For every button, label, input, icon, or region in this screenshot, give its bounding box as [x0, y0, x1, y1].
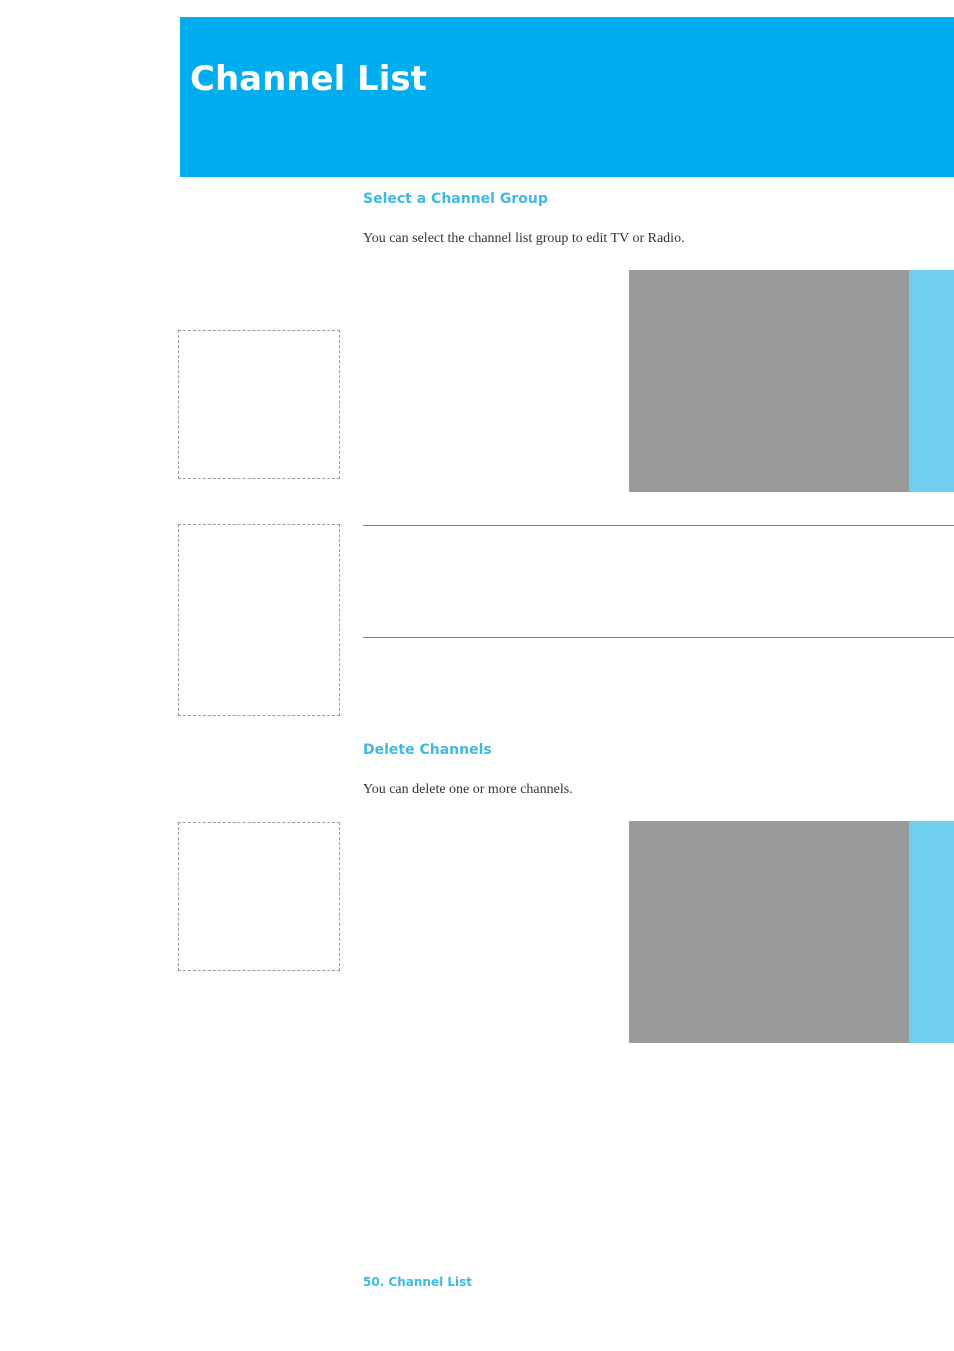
section-heading: Select a Channel Group [363, 191, 548, 207]
section-heading: Delete Channels [363, 742, 492, 758]
steps-list-2 [363, 816, 628, 1006]
edit-channel-lists-screenshot-2 [629, 821, 909, 1043]
side-tab [909, 270, 954, 492]
page-title: Channel List [190, 59, 427, 99]
page-footer: 50. Channel List [363, 1275, 473, 1289]
remote-navigation-panel [178, 330, 340, 479]
remote-dtv-panel [178, 524, 340, 716]
header-banner [180, 17, 954, 177]
section-delete-channels [363, 742, 953, 798]
note-box [363, 525, 954, 638]
side-tab [909, 821, 954, 1043]
section-select-group [363, 191, 953, 247]
remote-navigation-panel-2 [178, 822, 340, 971]
edit-channel-lists-screenshot-1 [629, 270, 909, 492]
section-intro: You can delete one or more channels. [363, 782, 573, 797]
steps-list-1 [363, 265, 628, 385]
section-intro: You can select the channel list group to edit TV or Radio. [363, 231, 685, 246]
